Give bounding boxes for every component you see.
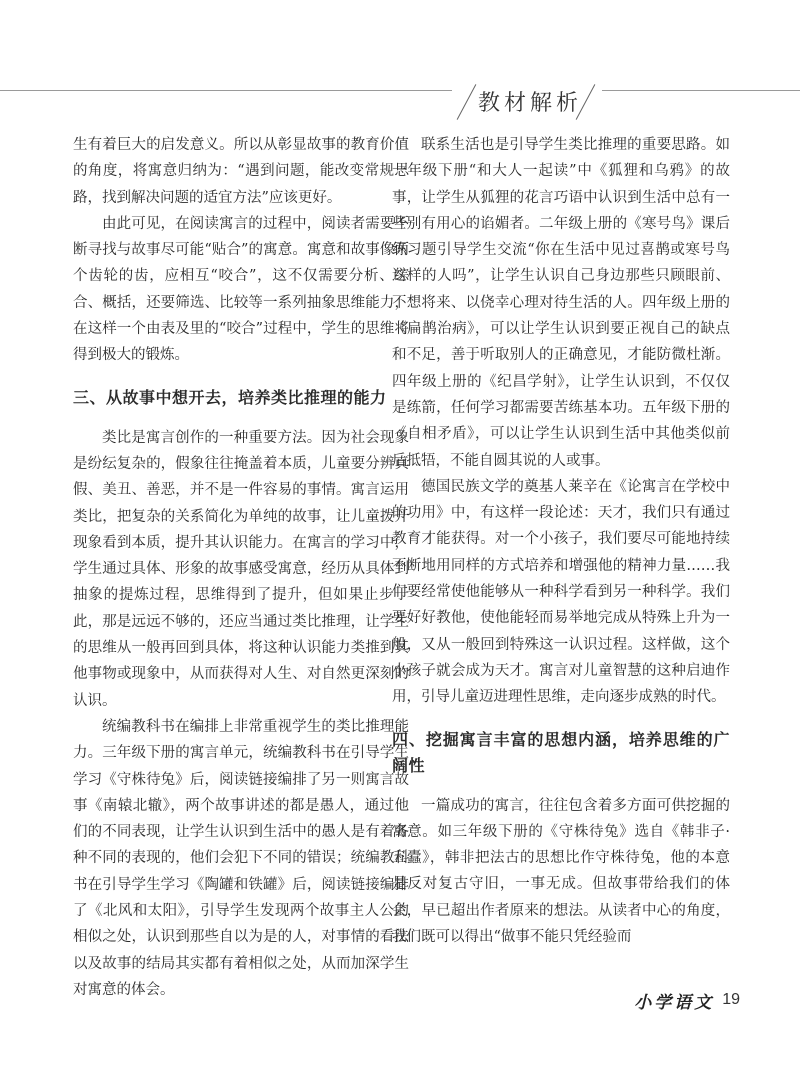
- page-number: 19: [722, 991, 740, 1008]
- right-column: [392, 132, 730, 950]
- left-column: [73, 132, 409, 1003]
- section-title: 教材解析: [477, 91, 582, 116]
- paragraph: 德国民族文学的奠基人莱辛在《论寓言在学校中的功用》中，有这样一段论述：天才，我们只有通过教育才能获得。对一个小孩子，我们要尽可能地持续不断地用同样的方式培养和增强他的精神力量……我们要经常使他能够从一种科学看到另一种科学。我们要好好教他，使他能轻而易举地完成从特殊上升为一般，又从一般回到特殊这一认识过程。这样做，这个小孩子就会成为天才。寓言对儿童智慧的这种启迪作用，引导儿童迈进理性思维，走向逐步成熟的时代。: [392, 478, 730, 706]
- paragraph: 由此可见，在阅读寓言的过程中，阅读者需要不断寻找与故事尽可能“贴合”的寓意。寓意和故事像两个齿轮的齿，应相互“咬合”，这不仅需要分析、综合、概括，还要筛选、比较等一系列抽象思维能力，在这样一个由表及里的“咬合”过程中，学生的思维将得到极大的锻炼。: [73, 215, 409, 364]
- paragraph: 类比是寓言创作的一种重要方法。因为社会现象是纷纭复杂的，假象往往掩盖着本质，儿童要分辨真假、美丑、善恶，并不是一件容易的事情。寓言运用类比，把复杂的关系简化为单纯的故事，让儿童拨开现象看到本质，提升其认识能力。在寓言的学习中，学生通过具体、形象的故事感受寓意，经历从具体到抽象的提炼过程，思维得到了提升，但如果止步于此，那是远远不够的，还应当通过类比推理，让学生的思维从一般再回到具体，将这种认识能力类推到其他事物或现象中，从而获得对人生、对自然更深刻的认识。: [73, 429, 409, 709]
- paragraph: 生有着巨大的启发意义。所以从彰显故事的教育价值的角度，将寓意归纳为：“遇到问题，能改变常规思路，找到解决问题的适宜方法”应该更好。: [73, 137, 409, 206]
- section-heading: 三、从故事中想开去，培养类比推理的能力: [73, 387, 387, 407]
- magazine-name: 小学语文: [634, 992, 715, 1013]
- page-header: [0, 80, 800, 120]
- paragraph: 统编教科书在编排上非常重视学生的类比推理能力。三年级下册的寓言单元，统编教科书在引导学生学习《守株待兔》后，阅读链接编排了另一则寓言故事《南辕北辙》，两个故事讲述的都是愚人，通过他们的不同表现，让学生认识到生活中的愚人是有着各种不同的表现的，他们会犯下不同的错误；统编教科书在引导学生学习《陶罐和铁罐》后，阅读链接编排了《北风和太阳》，引导学生发现两个故事主人公的相似之处，认识到那些自以为是的人，对事情的看法以及故事的结局其实都有着相似之处，从而加深学生对寓意的体会。: [73, 718, 409, 998]
- paragraph: 一篇成功的寓言，往往包含着多方面可供挖掘的寓意。如三年级下册的《守株待兔》选自《韩非子·五蠹》，韩非把法古的思想比作守株待兔，他的本意是反对复古守旧，一事无成。但故事带给我们的体会，早已超出作者原来的想法。从读者中心的角度，我们既可以得出“做事不能只凭经验而: [392, 797, 730, 946]
- paragraph: 联系生活也是引导学生类比推理的重要思路。如一年级下册“和大人一起读”中《狐狸和乌鸦》的故事，让学生从狐狸的花言巧语中认识到生活中总有一些别有用心的谄媚者。二年级上册的《寒号鸟》课后练习题引导学生交流“你在生活中见过喜鹊或寒号鸟这样的人吗”，让学生认识自己身边那些只顾眼前、不想将来、以侥幸心理对待生活的人。四年级上册的《扁鹊治病》，可以让学生认识到要正视自己的缺点和不足，善于听取别人的正确意见，才能防微杜渐。四年级上册的《纪昌学射》，让学生认识到，不仅仅是练箭，任何学习都需要苦练基本功。五年级下册的《自相矛盾》，可以让学生认识到生活中其他类似前后抵牾，不能自圆其说的人或事。: [392, 137, 730, 469]
- header-rule: [0, 90, 800, 91]
- section-heading: 四、挖掘寓言丰富的思想内涵，培养思维的广阔性: [392, 729, 730, 775]
- page-footer: [634, 986, 740, 1014]
